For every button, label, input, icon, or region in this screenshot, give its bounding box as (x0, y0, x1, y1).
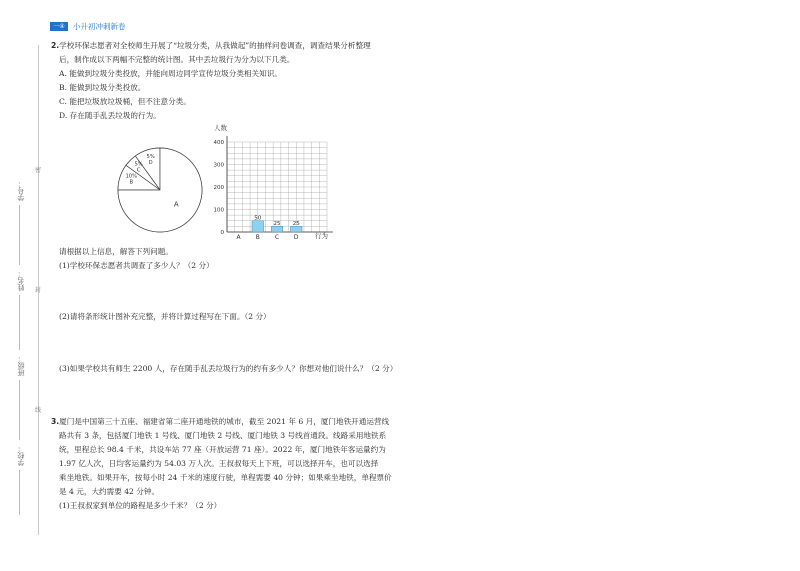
bar-y-tick-label: 0 (220, 230, 224, 236)
q2-option-b: B. 能做到垃圾分类投放。 (59, 83, 146, 92)
class-label: 班级： (17, 355, 25, 376)
q3-line-6: 是 4 元，大约需要 42 分钟。 (59, 487, 160, 496)
q2-option-c: C. 能把垃圾放垃圾桶，但不注意分类。 (59, 97, 191, 106)
pie-label-b: 10% B (125, 173, 138, 186)
bar-value-label-d: 25 (292, 220, 300, 227)
q2-sub-1: (1)学校环保志愿者共调查了多少人？（2 分） (59, 261, 214, 270)
class-line (19, 380, 20, 440)
section-tag: 一④ (50, 22, 68, 31)
pie-chart (110, 145, 210, 235)
name-label: 姓名： (17, 270, 25, 291)
q2-number: 2. (51, 41, 60, 50)
q2-intro-line-2: 后，制作成以下两幅不完整的统计图。其中丢垃圾行为分为以下几类。 (59, 55, 295, 64)
q3-sub-1-answer-area[interactable] (59, 515, 359, 545)
q2-sub-1-answer-area[interactable] (59, 275, 359, 305)
student-number-line (19, 205, 20, 265)
q2-sub-3: (3)如果学校共有师生 2200 人，存在随手乱丢垃圾行为的约有多少人？你想对他们说什么？（2 分） (59, 364, 398, 373)
pie-label-c: 5% C (134, 161, 143, 174)
q3-number: 3. (51, 417, 60, 426)
bar-b (252, 221, 264, 232)
bar-y-tick-label: 400 (213, 140, 224, 146)
name-line (19, 295, 20, 350)
pie-label-d: 5% D (146, 154, 155, 167)
bar-value-label-c: 25 (273, 220, 281, 227)
student-number-label: 学号： (17, 180, 25, 201)
q3-line-5: 乘坐地铁。如果开车，按每小时 24 千米的速度行驶，单程需要 40 分钟；如果乘坐地铁，单程票价 (59, 473, 392, 482)
q2-option-d: D. 存在随手乱丢垃圾的行为。 (59, 111, 161, 120)
bar-y-axis-label: 人数 (214, 124, 227, 132)
q2-sub-2: (2)请将条形统计图补充完整，并将计算过程写在下面。（2 分） (59, 312, 271, 321)
bar-chart (205, 118, 340, 243)
q2-intro-text-1: 学校环保志愿者对全校师生开展了“垃圾分类，从我做起”的抽样问卷调查，调查结果分析整理 (59, 41, 371, 50)
q2-sub-3-answer-area[interactable] (59, 378, 359, 408)
bar-c (271, 226, 283, 232)
bar-y-tick-label: 300 (213, 162, 224, 169)
q2-intro-line-1 (51, 39, 371, 53)
header-title: 小升初冲刺新卷 (73, 22, 126, 31)
bar-x-axis-label: 行为 (315, 232, 328, 240)
bar-y-tick-label: 200 (213, 185, 224, 191)
bar-x-tick-label-c: C (274, 234, 280, 241)
seal-char-feng: 封 (35, 287, 42, 294)
q3-text-1: 厦门是中国第三十五座、福建省第二座开通地铁的城市，截至 2021 年 6 月，厦门地铁开通运营线 (59, 417, 390, 426)
q3-line-4: 1.97 亿人次，日均客运量约为 54.03 万人次。王叔叔每天上下班，可以选择开车，也可以选择 (59, 459, 379, 468)
seal-char-xian: 线 (35, 407, 42, 414)
q3-sub-1: (1)王叔叔家到单位的路程是多少千米？（2 分） (59, 501, 222, 510)
bar-value-label-b: 50 (254, 215, 262, 222)
q2-option-a: A. 能做到垃圾分类投放，并能向周边同学宣传垃圾分类相关知识。 (59, 69, 282, 78)
q2-prompt: 请根据以上信息，解答下列问题。 (59, 247, 173, 256)
pie-label-a: A (173, 200, 179, 209)
bar-x-tick-label-b: B (255, 234, 260, 241)
bar-y-tick-label: 100 (213, 207, 224, 214)
school-line (19, 470, 20, 515)
q2-sub-2-answer-area[interactable] (59, 326, 359, 356)
q3-line-2: 路共有 3 条，包括厦门地铁 1 号线、厦门地铁 2 号线、厦门地铁 3 号线首通段。线路采用地铁系 (59, 431, 387, 440)
bar-x-tick-label-a: A (236, 234, 241, 241)
school-label: 学校： (17, 445, 25, 466)
bar-d (290, 226, 302, 232)
q3-line-1 (51, 415, 389, 429)
seal-char-mi: 密 (35, 167, 42, 174)
q3-line-3: 统，里程总长 98.4 千米，共设车站 77 座（开放运营 71 座）。2022 年，厦门地铁年客运量约为 (59, 445, 386, 454)
bar-x-tick-label-d: D (293, 234, 299, 241)
